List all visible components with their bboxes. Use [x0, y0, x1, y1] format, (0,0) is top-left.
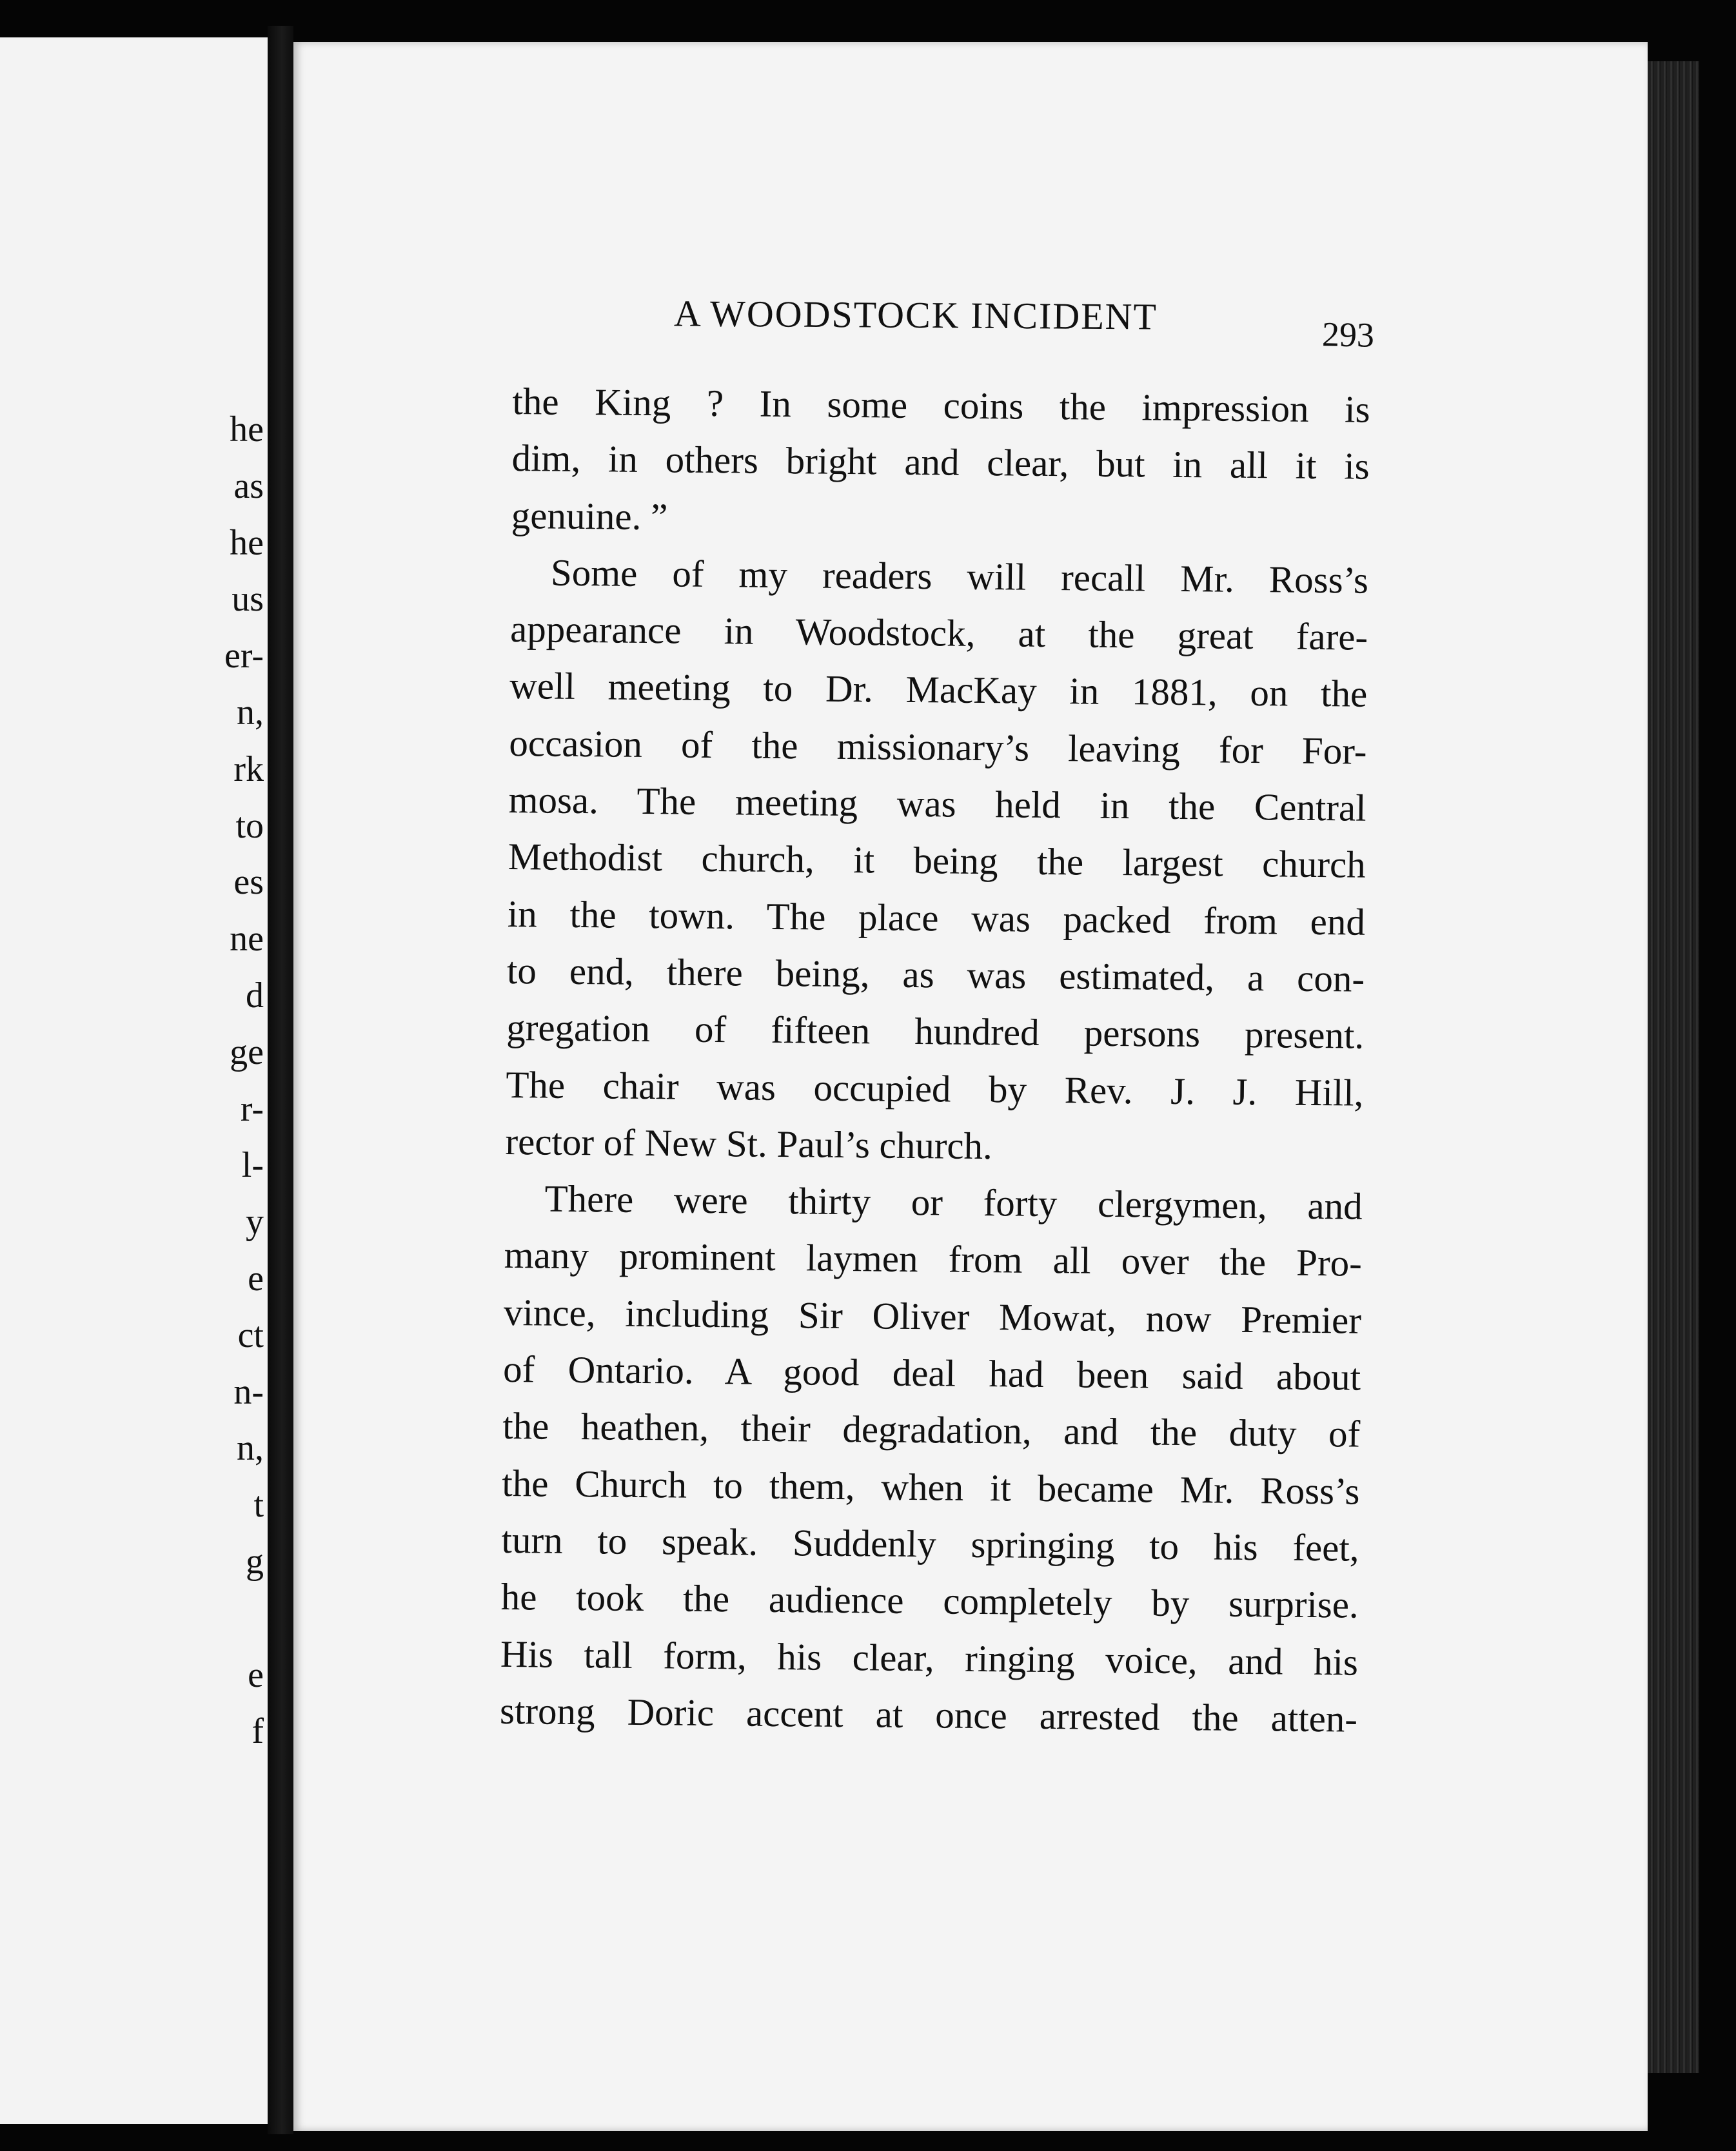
text-line: many prominent laymen from all over the Pro- [504, 1233, 1363, 1285]
facing-page-line-fragment: he [230, 409, 264, 449]
text-line: genuine. ” [511, 493, 668, 538]
text-line: gregation of fifteen hundred persons present. [506, 1006, 1365, 1057]
text-line: His tall form, his clear, ringing voice, and his [500, 1632, 1359, 1684]
facing-page-line-fragment: to [235, 805, 264, 846]
facing-page-line-fragment: n, [237, 1428, 264, 1469]
facing-page-line-fragment: f [252, 1711, 264, 1752]
facing-page-line-fragment: ct [237, 1315, 264, 1355]
page-number: 293 [1321, 315, 1375, 355]
facing-page-line-fragment: n, [237, 692, 264, 732]
facing-page-line-fragment: r- [240, 1088, 264, 1129]
text-line: turn to speak. Suddenly springing to his feet, [501, 1518, 1359, 1569]
text-line: well meeting to Dr. MacKay in 1881, on the [509, 664, 1368, 716]
text-line: to end, there being, as was estimated, a con- [506, 948, 1365, 1000]
text-line: the King ? In some coins the impression is [512, 379, 1370, 431]
text-line: of Ontario. A good deal had been said about [502, 1347, 1361, 1399]
facing-page-line-fragment: g [246, 1542, 264, 1582]
facing-page-line-fragment: ge [230, 1032, 264, 1072]
book-gutter [268, 26, 293, 2134]
text-line: dim, in others bright and clear, but in all it is [511, 437, 1370, 488]
text-line: mosa. The meeting was held in the Central [508, 778, 1366, 829]
facing-page-line-fragment: es [233, 862, 264, 903]
facing-page-line-fragment: t [253, 1485, 264, 1526]
text-line: Methodist church, it being the largest church [508, 835, 1366, 887]
facing-page-line-fragment: l- [241, 1145, 264, 1186]
facing-page-line-fragment: us [232, 579, 264, 620]
text-line: the Church to them, when it became Mr. Ross’s [502, 1461, 1360, 1513]
text-line: occasion of the missionary’s leaving for For- [509, 721, 1367, 772]
facing-page-line-fragment: rk [233, 749, 264, 789]
text-line: he took the audience completely by surprise. [500, 1575, 1359, 1626]
facing-page-line-fragment: d [246, 976, 264, 1016]
facing-page-line-fragment: n- [233, 1371, 264, 1412]
body-text [500, 373, 1370, 1747]
facing-page-line-fragment: as [233, 466, 264, 506]
facing-page-line-fragment: e [248, 1259, 264, 1299]
text-line: the heathen, their degradation, and the duty of [502, 1404, 1361, 1456]
page-edges [1648, 61, 1699, 2073]
text-line: appearance in Woodstock, at the great fare- [509, 607, 1368, 658]
facing-page-line-fragment: he [230, 522, 264, 563]
text-line: The chair was occupied by Rev. J. J. Hill, [506, 1063, 1364, 1114]
text-line: rector of New St. Paul’s church. [505, 1119, 993, 1168]
text-line: strong Doric accent at once arrested the atten- [499, 1689, 1358, 1740]
text-line: Some of my readers will recall Mr. Ross’s [550, 551, 1369, 602]
running-head: A WOODSTOCK INCIDENT [673, 292, 1158, 338]
text-line: in the town. The place was packed from end [507, 892, 1366, 943]
facing-page-line-fragment: e [248, 1655, 264, 1695]
facing-page-line-fragment: y [246, 1202, 264, 1242]
facing-page-line-fragment: er- [224, 636, 264, 676]
text-line: vince, including Sir Oliver Mowat, now Premier [503, 1290, 1362, 1342]
facing-page [0, 37, 270, 2124]
facing-page-line-fragment: ne [230, 919, 264, 959]
text-line: There were thirty or forty clergymen, and [544, 1177, 1363, 1228]
